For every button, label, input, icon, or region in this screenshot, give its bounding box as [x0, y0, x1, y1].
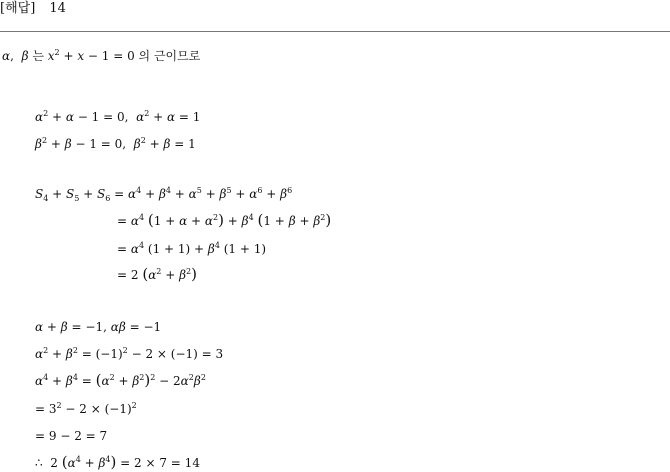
- fourth-powers-line: $\alpha^4 + \beta^4 = (\alpha^2 + \beta^2)^2 - 2\alpha^2\beta^2$: [35, 371, 206, 389]
- answer-label: [해답]: [0, 1, 36, 16]
- premise-line: α, β 는 $x^2 + x - 1 = 0$ 의 근이므로: [2, 48, 201, 63]
- sum-step-4: = 2 $(\alpha^2 + \beta^2)$: [117, 265, 197, 283]
- answer-header: [0, 0, 66, 18]
- premise-korean-topic: 는: [32, 49, 44, 63]
- premise-korean-root: 의 근이므로: [138, 49, 201, 63]
- answer-value: 14: [49, 1, 66, 16]
- divider: [0, 31, 670, 32]
- alpha-equation: $\alpha^2 + \alpha - 1 = 0$, $\alpha^2 + \alpha = 1$: [35, 109, 201, 124]
- squares-line: $\alpha^2 + \beta^2 = (-1)^2 - 2 \times (-1) = 3$: [35, 346, 224, 361]
- sum-step-3: = $\alpha^4$ $(1 + 1) + \beta^4$ (1 + 1): [117, 241, 267, 256]
- sum-step-1: $S_4 + S_5 + S_6 = \alpha^4 + \beta^4 + \alpha^5 + \beta^5 + \alpha^6 + \beta^6$: [35, 186, 293, 203]
- vieta-line: α + β = −1, αβ = −1: [35, 320, 162, 334]
- sum-step-2: = $\alpha^4$ $(1 + \alpha + \alpha^2) + \beta^4$ $(1 + \beta + \beta^2)$: [117, 211, 332, 229]
- beta-equation: $\beta^2 + \beta - 1 = 0$, $\beta^2 + \beta = 1$: [35, 136, 196, 151]
- evaluate-line: = 9 − 2 = 7: [35, 429, 108, 443]
- substitute-line: = $3^2 - 2 \times (-1)^2$: [35, 401, 137, 416]
- conclusion-line: ∴ 2 $(\alpha^4 + \beta^4) = 2 \times 7 = 14$: [35, 453, 200, 471]
